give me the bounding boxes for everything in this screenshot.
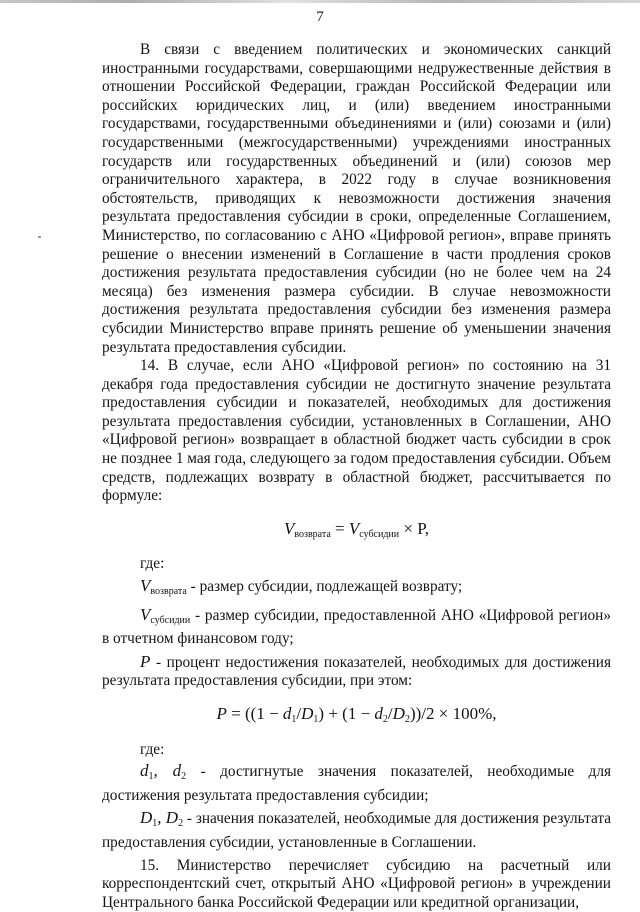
paragraph-15: 15. Министерство перечисляет субсидию на расчетный или корреспондентский счет, открытый АНО «Цифровой регион» в учреждении Центрального банка Российской Федерации или кредитной организации, bbox=[102, 856, 611, 911]
page-number: 7 bbox=[316, 9, 324, 25]
scan-scribble-mark bbox=[432, 871, 512, 891]
paragraph-14: 14. В случае, если АНО «Цифровой регион» по состоянию на 31 декабря года предоставления субсидии не достигнуто значение результата предоставления субсидии и показателей, необходимых для достижения результата предоставления субсидии, установленных в Соглашении, АНО «Цифровой регион» возвращает в областной бюджет часть субсидии в срок не позднее 1 мая года, следующего за годом предоставления субсидии. Объем средств, подлежащих возврату в областной бюджет, рассчитывается по формуле: bbox=[102, 357, 611, 505]
formula-v-return: $V_{возврата}$ bbox=[283, 518, 331, 540]
definition-D: $D_1$, $D_2$ - значения показателей, необходимые для достижения результата предоставления субсидии, установленные в Соглашении. bbox=[102, 808, 612, 851]
paragraph-sanctions: В связи с введением политических и экономических санкций иностранными государствами, совершающими недружественные действия в отношении Российской Федерации, граждан Российской Федерации или российских юридических лиц, и (или) введением иностранными государствами, государственными объединениями и (или) союзами и (или) государственными (межгосударственными) учреждениями иностранных государств или государственных объединений и (или) союзов мер ограничительного характера, в 2022 году в случае возникновения обстоятельств, приводящих к невозможности достижения значения результата предоставления субсидии в сроки, определенные Соглашением, Министерство, по согласованию с АНО «Цифровой регион», вправе принять решение о внесении изменений в Соглашение в части продления сроков достижения результата предоставления субсидии (но не более чем на 24 месяца) без изменения размера субсидии. В случае невозможности достижения результата предоставления субсидии без изменения размера субсидии Министерство вправе принять решение об уменьшении значения результата предоставления субсидии. bbox=[102, 41, 611, 356]
definition-d: $d_1$, $d_2$ - достигнутые значения показателей, необходимые для достижения результата предоставления субсидии; bbox=[102, 761, 612, 804]
definition-p: P - процент недостижения показателей, необходимых для достижения результата предоставления субсидии, при этом: bbox=[102, 651, 611, 690]
definition-v-subsidy: $V_{субсидии}$ - размер субсидии, предоставленной АНО «Цифровой регион» в отчетном финансовом году; bbox=[102, 604, 611, 648]
formula-return-volume: $V_{возврата} = V_{субсидии} \times P$, bbox=[283, 518, 430, 540]
formula-percent-text: $P = ((1 - d_1/D_1) + (1 - d_2/D_2))/2 \times 100\%$, bbox=[216, 704, 497, 725]
formula-percent bbox=[102, 705, 611, 730]
formula-times-p: × P, bbox=[399, 518, 430, 538]
where-label-2: где: bbox=[140, 740, 165, 758]
formula-v-subsidy: $V_{субсидии}$ bbox=[348, 518, 400, 540]
document-body bbox=[102, 41, 611, 912]
definition-v-return: $V_{возврата}$ - размер субсидии, подлежащей возврату; bbox=[140, 576, 463, 598]
scan-edge-artifact bbox=[0, 0, 640, 3]
scan-mark bbox=[38, 236, 41, 238]
where-label-1: где: bbox=[140, 555, 165, 573]
